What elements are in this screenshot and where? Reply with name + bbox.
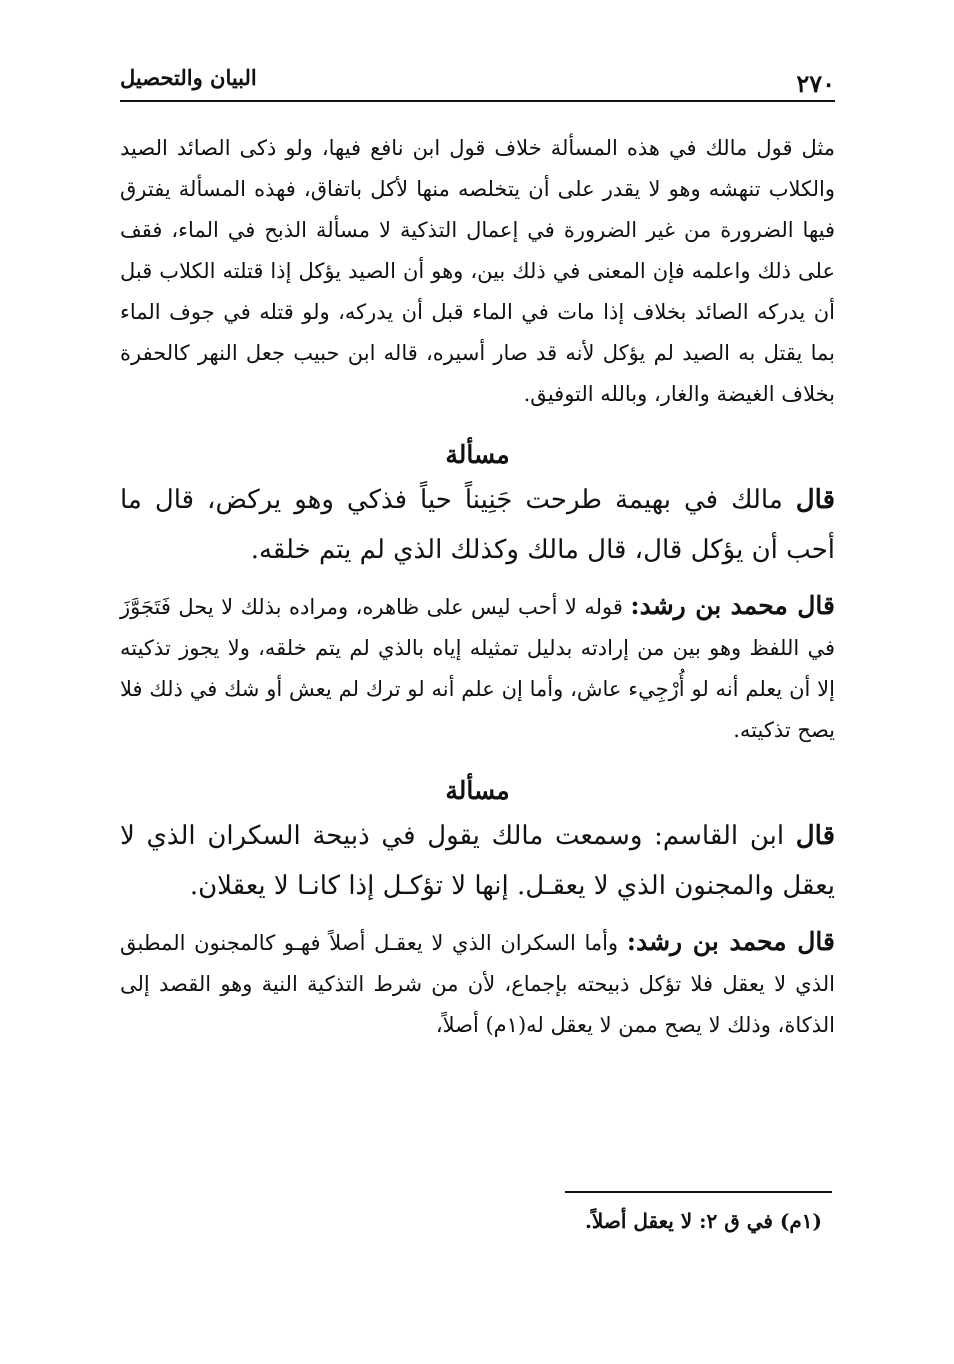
- section-heading-1: مسألة: [445, 440, 510, 469]
- page-number: ٢٧٠: [796, 69, 835, 98]
- paragraph-3: [120, 585, 835, 751]
- footnote: (١م) في ق ٢: لا يعقل أصلاً.: [584, 1209, 822, 1233]
- section-heading-2: مسألة: [445, 776, 510, 805]
- paragraph-1: مثل قول مالك في هذه المسألة خلاف قول ابن نافع فيها، ولو ذكى الصائد الصيد والكلاب تنهشه وهو لا يقدر على أن يتخلصه منها لأكل باتفاق، فهذه المسألة يفترق فيها الضرورة من غير الضرورة في إعمال التذكية لا مسألة الذبح في الماء، فقف على ذلك واعلمه فإن المعنى في ذلك بين، وهو أن الصيد يؤكل إذا قتلته الكلاب قبل أن يدركه الصائد بخلاف إذا مات في الماء قبل أن يدركه، ولو قتله في جوف الماء بما يقتل به الصيد لم يؤكل لأنه قد صار أسيره، قاله ابن حبيب جعل النهر كالحفرة بخلاف الغيضة والغار، وبالله التوفيق.: [120, 136, 835, 406]
- footnote-divider: [565, 1191, 832, 1193]
- paragraph-2-lead: قال: [795, 485, 835, 515]
- paragraph-5-lead: قال محمد بن رشد:: [626, 927, 835, 956]
- running-title: البيان والتحصيل: [120, 65, 257, 90]
- paragraph-4-lead: قال: [795, 821, 836, 851]
- paragraph-4-text: ابن القاسم: وسمعت مالك يقول في ذبيحة السكران الذي لا يعقل والمجنون الذي لا يعقـل. إنها لا تؤكـل إذا كانـا لا يعقلان.: [120, 821, 835, 901]
- paragraph-5: [120, 921, 835, 1046]
- paragraph-3-text: قوله لا أحب ليس على ظاهره، ومراده بذلك لا يحل فَتَجَوَّزَ في اللفظ وهو بين من إرادته بدليل تمثيله إياه بالذي لم يتم خلقه، ولا يجوز تذكيته إلا أن يعلم أنه لو أُرْجِيء عاش، وأما إن علم أنه لو ترك لم يعش أو شك في ذلك فلا يصح تذكيته.: [120, 595, 835, 742]
- page-header: [120, 60, 835, 102]
- paragraph-4: [120, 811, 835, 911]
- page-body: [120, 128, 835, 1056]
- paragraph-2-text: مالك في بهيمة طرحت جَنِيناً حياً فذكي وهو يركض، قال ما أحب أن يؤكل قال، قال مالك وكذلك الذي لم يتم خلقه.: [120, 485, 835, 565]
- paragraph-5-text: وأما السكران الذي لا يعقـل أصلاً فهـو كالمجنون المطبق الذي لا يعقل فلا تؤكل ذبيحته بإجماع، لأن من شرط التذكية النية وهو القصد إلى الذكاة، وذلك لا يصح ممن لا يعقل له(١م) أصلاً،: [120, 931, 835, 1037]
- paragraph-2: [120, 475, 835, 575]
- paragraph-3-lead: قال محمد بن رشد:: [630, 591, 836, 620]
